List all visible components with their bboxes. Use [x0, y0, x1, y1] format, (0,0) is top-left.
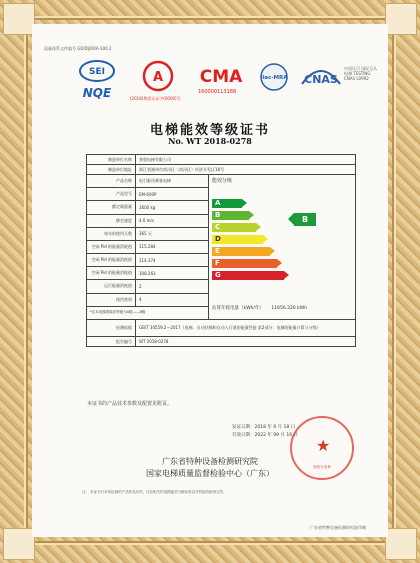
table-value: 108.263	[136, 267, 209, 280]
table-label: 报告编号	[87, 337, 136, 347]
nqe-logo	[78, 84, 116, 104]
grade-panel-label: 能效分级	[212, 178, 233, 184]
table-value: 2	[136, 280, 209, 293]
table-value: 1600 kg	[136, 201, 209, 214]
grade-cell	[209, 175, 356, 320]
table-value: EM-600P	[136, 188, 209, 201]
table-row	[87, 175, 356, 188]
spec-table	[86, 154, 356, 347]
grade-bar-e: E	[212, 247, 270, 256]
table-value: 普奥电梯有限公司	[136, 155, 356, 165]
frame-corner-br	[385, 528, 417, 560]
sei-logo	[78, 60, 116, 86]
footnote: 注： 本证书仅对所检测的产品样品有效，以及相关的电梯能效分级标准以外的能效级别无效。	[82, 490, 227, 494]
svg-text:NQE: NQE	[82, 86, 112, 100]
frame-corner-tr	[385, 3, 417, 35]
grade-bar-f: F	[212, 259, 277, 268]
table-value: 115.284	[136, 240, 209, 253]
certificate-paper	[32, 24, 388, 537]
table-value: 4.0 m/s	[136, 214, 209, 227]
svg-text:CMA: CMA	[199, 67, 243, 87]
table-value: 电引驱动乘客电梯	[136, 175, 209, 188]
printer-credit: 广东省特种设备检测研究院印制	[310, 525, 366, 530]
svg-text:A: A	[152, 70, 164, 85]
table-value: 4	[136, 293, 209, 306]
table-label: 使用类别	[87, 293, 136, 306]
issue-date-label: 发证日期：	[232, 425, 255, 430]
header-code: 质量体系文件编号 GD/DJ/RXA-100.2	[44, 46, 112, 51]
date-block	[232, 424, 298, 440]
table-value: 114.374	[136, 254, 209, 267]
table-label: 空闲 Pid 的能量消耗值	[87, 267, 136, 280]
certificate-number: No. WT 2018-0278	[168, 136, 252, 146]
table-value: WT 2018-0278	[136, 337, 356, 347]
svg-text:SEI: SEI	[89, 67, 105, 77]
seal-star-icon: ★	[316, 436, 331, 455]
table-label: 额定载重量	[87, 201, 136, 214]
grade-panel	[212, 177, 352, 317]
energy-value: 11656.326 kWh	[271, 306, 308, 311]
table-row	[87, 337, 356, 347]
table-label: 产品名称	[87, 175, 136, 188]
table-value: 365 天	[136, 227, 209, 240]
table-value: 浙江省湖州市南浔区（南浔区）经济开发区18号	[136, 165, 356, 175]
table-row	[87, 165, 356, 175]
table-label: 额定速度	[87, 214, 136, 227]
grade-bar-a: A	[212, 199, 242, 208]
table-label: 运行能量消耗值	[87, 280, 136, 293]
svg-text:CNAS: CNAS	[304, 73, 338, 86]
issuing-organization: 广东省特种设备检测研究院	[162, 457, 258, 466]
table-label: 检测依据	[87, 320, 136, 337]
energy-label: 估算年耗电量（kWh/年）	[212, 306, 264, 311]
grade-bar-b: B	[212, 211, 249, 220]
table-row	[87, 155, 356, 165]
issuing-center: 国家电梯质量监督检验中心（广东）	[146, 469, 274, 478]
table-label: 空闲 Pid 的能量消耗值	[87, 254, 136, 267]
certificate-title: 电梯能效等级证书	[149, 123, 270, 138]
table-note: *注本电梯的能效等级为A级——B级	[87, 306, 209, 319]
valid-date-value: 2022 年 09 月 16 日	[254, 433, 299, 438]
cal-caption: (2018)粤质认证字(0000)号	[130, 96, 181, 101]
table-row	[87, 320, 356, 337]
table-label: 空闲 Pid 的能量消耗值	[87, 240, 136, 253]
issue-date-value: 2018 年 0 月 18 日	[254, 425, 296, 430]
energy-row	[212, 305, 307, 311]
ilac-mra-logo	[254, 62, 294, 96]
table-label: 制造单位地址	[87, 165, 136, 175]
frame-corner-bl	[3, 528, 35, 560]
cma-logo	[198, 62, 244, 92]
grade-bar-g: G	[212, 271, 284, 280]
grade-pointer: B	[294, 213, 316, 226]
cnas-logo	[298, 62, 344, 94]
cma-number: 160000113188	[198, 89, 237, 95]
seal-text: 检验专用章	[313, 465, 331, 469]
attachment-statement: 本证书的产品技术参数及配置见附页。	[87, 401, 173, 407]
svg-text:ilac-MRA: ilac-MRA	[260, 75, 288, 81]
frame-corner-tl	[3, 3, 35, 35]
grade-bar-d: D	[212, 235, 263, 244]
grade-bar-c: C	[212, 223, 256, 232]
valid-date-label: 有效日期：	[232, 433, 255, 438]
table-value: GB/T 30559.2—2017《电梯、自动扶梯和自动人行道的能量性能 第2部分：电梯的能量计算与分级》	[136, 320, 356, 337]
table-label: 制造单位名称	[87, 155, 136, 165]
cnas-caption: 中国认可 国际互认 检测 TESTING CNAS L0992	[344, 66, 378, 81]
cal-logo	[138, 60, 178, 100]
table-label: 产品型号	[87, 188, 136, 201]
table-label: 每年的使用天数	[87, 227, 136, 240]
